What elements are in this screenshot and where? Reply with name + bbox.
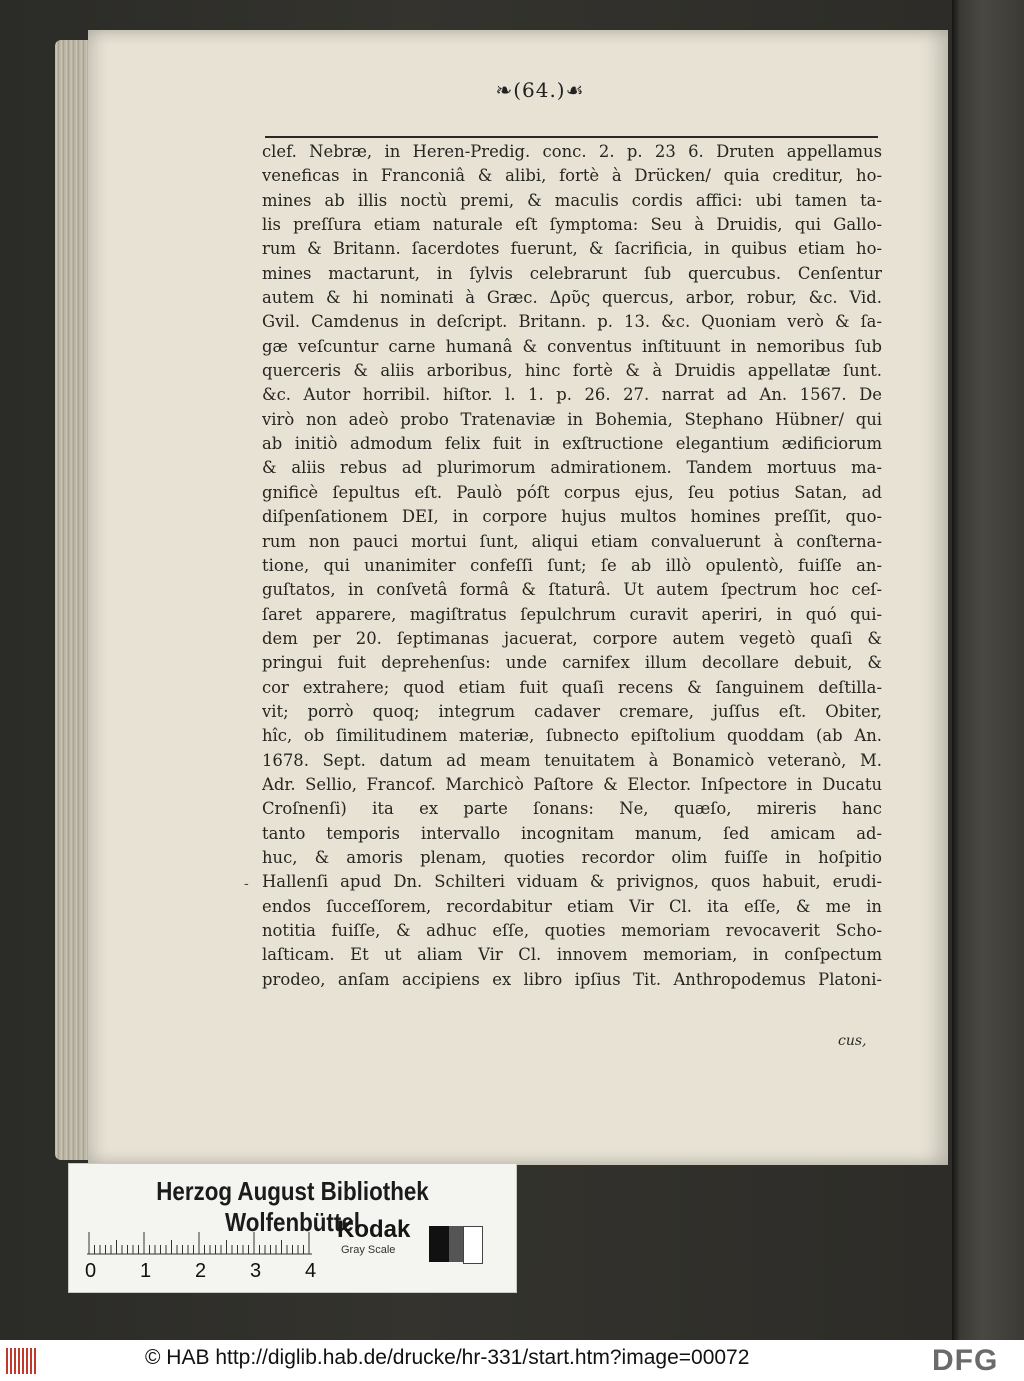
color-target-card bbox=[68, 1163, 517, 1293]
page-number-header: ❧(64.)☙ bbox=[495, 78, 585, 102]
copyright-url[interactable]: © HAB http://diglib.hab.de/drucke/hr-331/start.htm?image=00072 bbox=[145, 1346, 750, 1369]
text-line: huc, & amoris plenam, quoties recordor olim fuiſſe in hoſpitio bbox=[262, 847, 882, 867]
header-rule bbox=[265, 136, 878, 138]
text-line: notitia fuiſſe, & adhuc eſſe, quoties memoriam revocaverit Scho- bbox=[262, 921, 882, 940]
text-line: lis preſſura etiam naturale eſt ſymptoma: Seu à Druidis, qui Gallo- bbox=[262, 215, 882, 235]
text-line: prodeo, anſam accipiens ex libro ipſius Tit. Anthropodemus Platoni- bbox=[262, 969, 882, 989]
text-line: rum non pauci mortui ſunt, aliqui etiam convaluerunt à conſterna- bbox=[262, 531, 882, 551]
text-line: guſtatos, in conſvetâ formâ & ſtaturâ. Ut autem ſpectrum hoc ceſ- bbox=[262, 580, 882, 600]
text-line: dem per 20. ſeptimanas jacuerat, corpore autem vegetò quaſi & bbox=[262, 628, 882, 648]
margin-mark: - bbox=[244, 876, 249, 892]
text-line: gæ veſcuntur carne humanâ & conventus inſtituunt in nemoribus ſub bbox=[262, 336, 882, 356]
text-line: Gvil. Camdenus in deſcript. Britann. p. 13. &c. Quoniam verò & ſa- bbox=[262, 312, 882, 332]
text-line: endos ſucceſſorem, recordabitur etiam Vir Cl. ita eſſe, & me in bbox=[262, 896, 882, 916]
text-line: &c. Autor horribil. hiſtor. l. 1. p. 26. 27. narrat ad An. 1567. De bbox=[262, 385, 882, 405]
light-swatch bbox=[463, 1226, 483, 1264]
text-line: tanto temporis intervallo incognitam manum, ſed amicam ad- bbox=[262, 823, 882, 843]
scale-number: 4 bbox=[305, 1260, 317, 1282]
scale-number: 0 bbox=[85, 1260, 97, 1282]
dark-gray-swatch bbox=[449, 1226, 463, 1262]
text-line: mines mactarunt, in ſylvis celebrarunt ſub quercubus. Cenſentur bbox=[262, 263, 882, 283]
catchword: cus, bbox=[838, 1033, 867, 1049]
scale-number: 3 bbox=[250, 1260, 262, 1282]
scale-ruler bbox=[87, 1224, 312, 1264]
text-line: 1678. Sept. datum ad meam tenuitatem à Bonamicò veteranò, M. bbox=[262, 750, 882, 770]
scale-number: 2 bbox=[195, 1260, 207, 1282]
text-line: Hallenſi apud Dn. Schilteri viduam & privignos, quos habuit, erudi- bbox=[262, 872, 882, 892]
text-line: & aliis rebus ad plurimorum admirationem. Tandem mortuus ma- bbox=[262, 458, 882, 478]
text-line: gnificè ſepultus eſt. Paulò póſt corpus ejus, ſeu potius Satan, ad bbox=[262, 482, 882, 502]
gray-scale-label: Gray Scale bbox=[341, 1244, 396, 1256]
dfg-logo: DFG bbox=[932, 1344, 999, 1377]
facing-page-edge bbox=[952, 0, 1024, 1340]
library-name: Herzog August Bibliothek Wolfenbüttel bbox=[156, 1176, 429, 1237]
page-body-text bbox=[262, 140, 882, 992]
kodak-logo: Kodak bbox=[337, 1216, 411, 1243]
black-swatch bbox=[429, 1226, 449, 1262]
text-line: pringui fuit deprehenſus: unde carnifex illum decollare debuit, & bbox=[262, 653, 882, 673]
barcode-icon bbox=[6, 1346, 40, 1376]
text-line: vit; porrò quoq; integrum cadaver cremare, juſſus eſt. Obiter, bbox=[262, 701, 882, 721]
text-line: hîc, ob ſimilitudinem materiæ, ſubnecto epiſtolium quoddam (ab An. bbox=[262, 726, 882, 746]
text-line: autem & hi nominati à Græc. Δρῦς quercus, arbor, robur, &c. Vid. bbox=[262, 288, 882, 308]
text-line: Croſnenſi) ita ex parte ſonans: Ne, quæſo, mireris hanc bbox=[262, 799, 882, 819]
text-line: clef. Nebræ, in Heren-Predig. conc. 2. p. 23 6. Druten appellamus bbox=[262, 142, 882, 161]
text-line: ab initiò admodum felix fuit in exſtructione elegantium ædificiorum bbox=[262, 434, 882, 454]
text-line: cor extrahere; quod etiam fuit quaſi recens & ſanguinem deſtilla- bbox=[262, 677, 882, 697]
text-line: querceris & aliis arboribus, hinc fortè & à Druidis appellatæ ſunt. bbox=[262, 361, 882, 381]
text-line: veneficas in Franconiâ & alibi, fortè à Drücken/ quia creditur, ho- bbox=[262, 166, 882, 186]
scale-numbers bbox=[69, 1260, 329, 1286]
text-line: laſticam. Et ut aliam Vir Cl. innovem memoriam, in conſpectum bbox=[262, 945, 882, 965]
footer-bar bbox=[0, 1340, 1024, 1381]
text-line: tione, qui unanimiter confeſſi ſunt; ſe ab illò opulentò, fuiſſe an- bbox=[262, 555, 882, 575]
text-line: mines ab illis noctù premi, & maculis cordis affici: ubi tamen ta- bbox=[262, 190, 882, 210]
text-line: rum & Britann. ſacerdotes fuerunt, & ſacrificia, in quibus etiam ho- bbox=[262, 239, 882, 259]
text-line: diſpenſationem DEI, in corpore hujus multos homines preſſit, quo- bbox=[262, 507, 882, 527]
text-line: virò non adeò probo Tratenaviæ in Bohemia, Stephano Hübner/ qui bbox=[262, 409, 882, 429]
scale-number: 1 bbox=[140, 1260, 152, 1282]
text-line: Adr. Sellio, Francof. Marchicò Paſtore & Elector. Inſpectore in Ducatu bbox=[262, 774, 882, 794]
text-line: ſaret apparere, magiſtratus ſepulchrum curavit aperiri, in quó qui- bbox=[262, 604, 882, 624]
